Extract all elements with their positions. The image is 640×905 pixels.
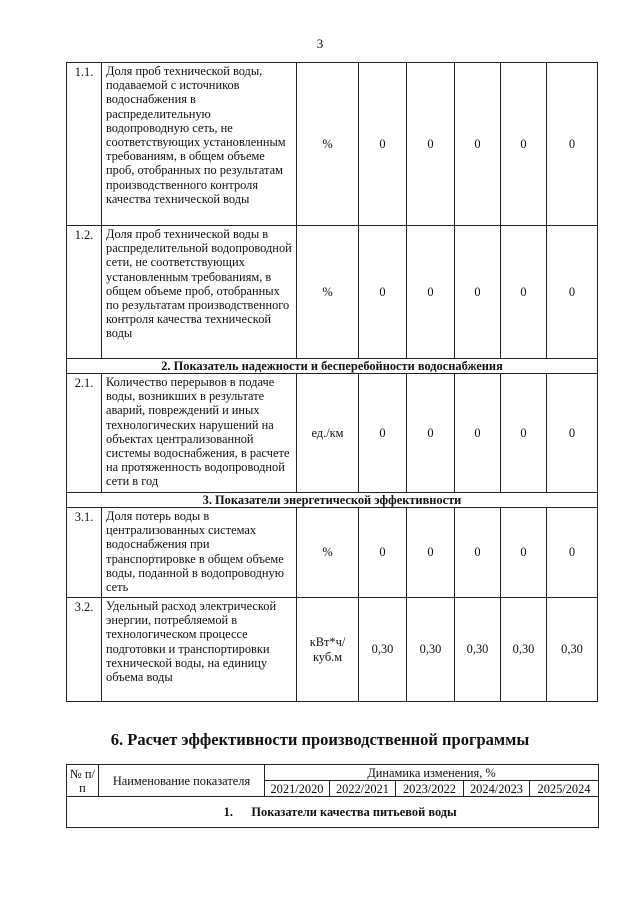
section-row	[67, 359, 598, 374]
row-number: 3.2.	[67, 598, 102, 702]
unit-cell: %	[297, 226, 359, 359]
header-row	[67, 765, 599, 781]
table-row	[67, 374, 598, 493]
section-row	[67, 493, 598, 508]
column-header-number: № п/п	[67, 765, 99, 797]
year-header: 2022/2021	[330, 781, 396, 797]
value-cell: 0	[501, 508, 547, 598]
indicator-name: Удельный расход электрической энергии, потребляемой в технологическом процессе подготовки и транспортировки технической воды, на единицу объема воды	[102, 598, 297, 702]
page-number: 3	[316, 36, 324, 51]
unit-cell: кВт*ч/ куб.м	[297, 598, 359, 702]
value-cell: 0,30	[455, 598, 501, 702]
section-heading: 6. Расчет эффективности производственной программы	[110, 730, 530, 749]
value-cell: 0	[501, 374, 547, 493]
value-cell: 0	[407, 374, 455, 493]
indicator-name: Доля проб технической воды, подаваемой с источников водоснабжения в распределительную водопроводную сеть, не соответствующих установленным требованиям, в общем объеме проб, отобранных по результатам производственного контроля качества технической воды	[102, 63, 297, 226]
value-cell: 0	[501, 226, 547, 359]
year-header: 2023/2022	[396, 781, 464, 797]
year-header: 2021/2020	[265, 781, 330, 797]
value-cell: 0,30	[501, 598, 547, 702]
section-title-cell	[67, 797, 599, 828]
value-cell: 0,30	[547, 598, 598, 702]
table-row	[67, 598, 598, 702]
value-cell: 0	[455, 374, 501, 493]
value-cell: 0	[455, 508, 501, 598]
row-number: 1.2.	[67, 226, 102, 359]
row-number: 1.1.	[67, 63, 102, 226]
value-cell: 0	[547, 226, 598, 359]
value-cell: 0	[359, 374, 407, 493]
value-cell: 0	[359, 226, 407, 359]
value-cell: 0,30	[407, 598, 455, 702]
indicator-name: Количество перерывов в подаче воды, возникших в результате аварий, повреждений и иных технологических нарушений на объектах централизованной системы водоснабжения, в расчете на протяженность водопроводной сети в год	[102, 374, 297, 493]
unit-cell: ед./км	[297, 374, 359, 493]
value-cell: 0	[359, 508, 407, 598]
column-header-name: Наименование показателя	[99, 765, 265, 797]
section-number: 1.	[223, 805, 233, 819]
year-header: 2024/2023	[464, 781, 530, 797]
value-cell: 0	[547, 374, 598, 493]
table-row	[67, 63, 598, 226]
value-cell: 0	[455, 63, 501, 226]
indicator-name: Доля потерь воды в централизованных системах водоснабжения при транспортировке в общем объеме воды, поданной в водопроводную сеть	[102, 508, 297, 598]
value-cell: 0	[547, 508, 598, 598]
column-header-dynamics: Динамика изменения, %	[265, 765, 599, 781]
indicators-table	[66, 62, 598, 702]
value-cell: 0	[455, 226, 501, 359]
row-number: 3.1.	[67, 508, 102, 598]
table-row	[67, 226, 598, 359]
unit-cell: %	[297, 63, 359, 226]
efficiency-table	[66, 764, 599, 828]
value-cell: 0	[547, 63, 598, 226]
value-cell: 0	[407, 63, 455, 226]
value-cell: 0,30	[359, 598, 407, 702]
section-title: 3. Показатели энергетической эффективности	[67, 493, 598, 508]
row-number: 2.1.	[67, 374, 102, 493]
value-cell: 0	[501, 63, 547, 226]
section-row	[67, 797, 599, 828]
value-cell: 0	[359, 63, 407, 226]
table-row	[67, 508, 598, 598]
value-cell: 0	[407, 508, 455, 598]
section-title: 2. Показатель надежности и бесперебойности водоснабжения	[67, 359, 598, 374]
unit-cell: %	[297, 508, 359, 598]
year-header: 2025/2024	[530, 781, 599, 797]
value-cell: 0	[407, 226, 455, 359]
section-title: Показатели качества питьевой воды	[251, 805, 457, 819]
indicator-name: Доля проб технической воды в распределительной водопроводной сети, не соответствующих установленным требованиям, в общем объеме проб, отобранных по результатам производственного контроля качества технической воды	[102, 226, 297, 359]
